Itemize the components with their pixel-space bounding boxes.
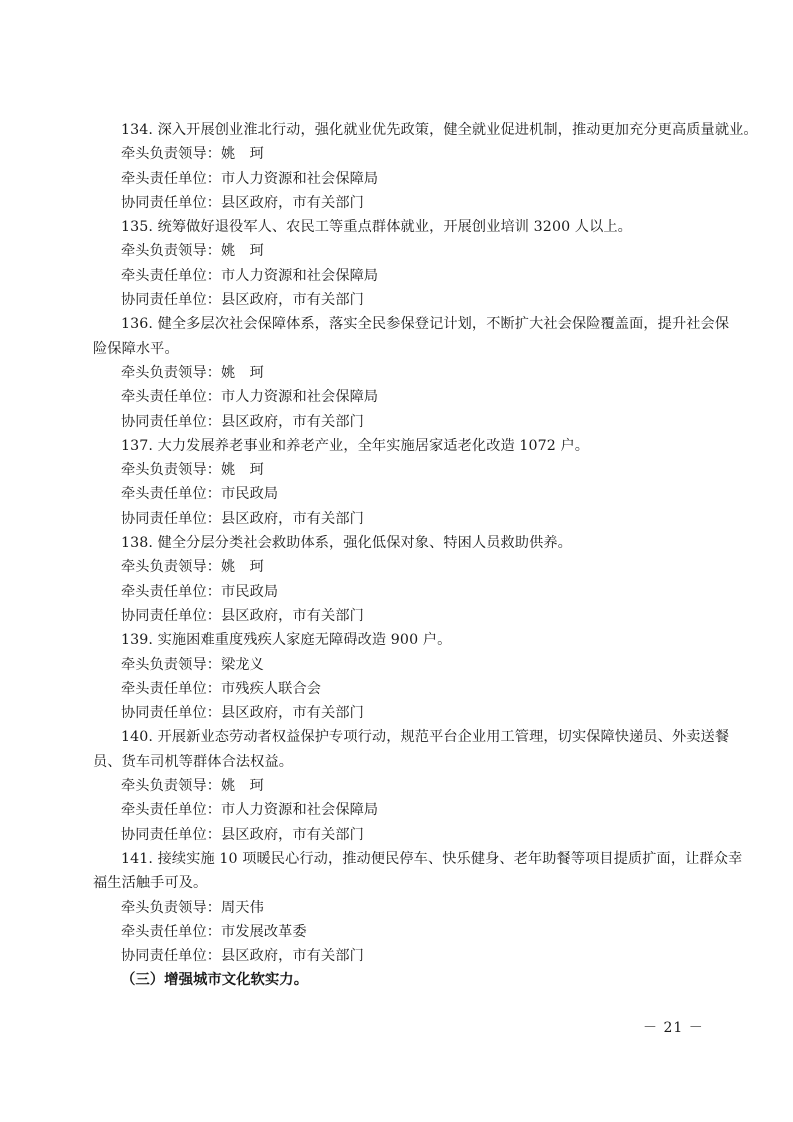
section-heading: （三）增强城市文化软实力。 bbox=[121, 971, 309, 989]
item-141-lead: 牵头负责领导：周天伟 bbox=[121, 899, 264, 916]
item-141-responsible: 牵头责任单位：市发展改革委 bbox=[121, 923, 307, 940]
item-140-responsible: 牵头责任单位：市人力资源和社会保障局 bbox=[121, 802, 379, 819]
item-136-lead: 牵头负责领导：姚 珂 bbox=[121, 364, 264, 381]
item-135-responsible: 牵头责任单位：市人力资源和社会保障局 bbox=[121, 267, 379, 284]
item-135-cooperating: 协同责任单位：县区政府，市有关部门 bbox=[121, 292, 364, 309]
item-137-responsible: 牵头责任单位：市民政局 bbox=[121, 486, 279, 503]
item-136-cooperating: 协同责任单位：县区政府，市有关部门 bbox=[121, 413, 364, 430]
item-140-text-cont: 员、货车司机等群体合法权益。 bbox=[93, 753, 294, 770]
item-138-lead: 牵头负责领导：姚 珂 bbox=[121, 559, 264, 576]
item-137-lead: 牵头负责领导：姚 珂 bbox=[121, 462, 264, 479]
item-139-text: 139. 实施困难重度残疾人家庭无障碍改造 900 户。 bbox=[121, 632, 452, 649]
item-135-text: 135. 统筹做好退役军人、农民工等重点群体就业，开展创业培训 3200 人以上。 bbox=[121, 219, 632, 236]
item-141-text-cont: 福生活触手可及。 bbox=[93, 875, 208, 892]
item-139-lead: 牵头负责领导：梁龙义 bbox=[121, 656, 264, 673]
item-141-cooperating: 协同责任单位：县区政府，市有关部门 bbox=[121, 948, 364, 965]
item-140-lead: 牵头负责领导：姚 珂 bbox=[121, 778, 264, 795]
item-134-lead: 牵头负责领导：姚 珂 bbox=[121, 146, 264, 163]
item-138-cooperating: 协同责任单位：县区政府，市有关部门 bbox=[121, 607, 364, 624]
item-138-responsible: 牵头责任单位：市民政局 bbox=[121, 583, 279, 600]
item-136-text: 136. 健全多层次社会保障体系，落实全民参保登记计划，不断扩大社会保险覆盖面，提升社会保 bbox=[121, 316, 730, 333]
item-134-text: 134. 深入开展创业淮北行动，强化就业优先政策，健全就业促进机制，推动更加充分更高质量就业。 bbox=[121, 122, 758, 138]
item-136-responsible: 牵头责任单位：市人力资源和社会保障局 bbox=[121, 389, 379, 406]
item-140-cooperating: 协同责任单位：县区政府，市有关部门 bbox=[121, 826, 364, 843]
page-number: － 21 － bbox=[643, 1020, 704, 1036]
item-135-lead: 牵头负责领导：姚 珂 bbox=[121, 243, 264, 260]
item-137-cooperating: 协同责任单位：县区政府，市有关部门 bbox=[121, 510, 364, 527]
document-body bbox=[93, 118, 758, 993]
item-140-text: 140. 开展新业态劳动者权益保护专项行动，规范平台企业用工管理，切实保障快递员、外卖送餐 bbox=[121, 729, 730, 746]
item-137-text: 137. 大力发展养老事业和养老产业，全年实施居家适老化改造 1072 户。 bbox=[121, 437, 590, 454]
item-139-responsible: 牵头责任单位：市残疾人联合会 bbox=[121, 680, 322, 697]
item-134-responsible: 牵头责任单位：市人力资源和社会保障局 bbox=[121, 170, 379, 187]
item-141-text: 141. 接续实施 10 项暖民心行动，推动便民停车、快乐健身、老年助餐等项目提质扩面，让群众幸 bbox=[121, 850, 743, 867]
item-139-cooperating: 协同责任单位：县区政府，市有关部门 bbox=[121, 705, 364, 722]
item-138-text: 138. 健全分层分类社会救助体系，强化低保对象、特困人员救助供养。 bbox=[121, 535, 572, 552]
item-136-text-cont: 险保障水平。 bbox=[93, 340, 179, 357]
item-134-cooperating: 协同责任单位：县区政府，市有关部门 bbox=[121, 194, 364, 211]
